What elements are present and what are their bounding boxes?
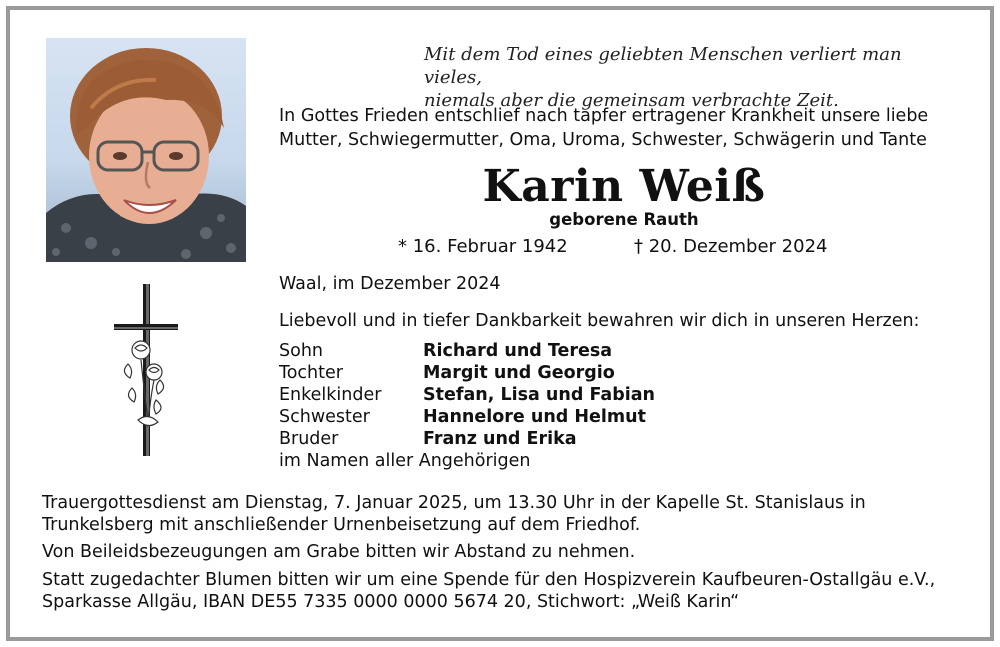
family-names: Stefan, Lisa und Fabian [423, 385, 655, 405]
list-item [279, 362, 655, 384]
family-relation: Bruder [279, 429, 339, 449]
funeral-info [42, 492, 972, 536]
condolence-note: Von Beileidsbezeugungen am Grabe bitten wir Abstand zu nehmen. [42, 542, 636, 562]
family-relation: Tochter [279, 363, 343, 383]
deceased-name: Karin Weiß [482, 161, 766, 212]
family-names: Franz und Erika [423, 429, 577, 449]
portrait-photo [46, 38, 246, 262]
portrait-illustration [46, 38, 246, 262]
quote-line-2: niemals aber die gemeinsam verbrachte Zeit. [424, 90, 839, 111]
family-relation: Schwester [279, 407, 370, 427]
list-item [279, 340, 655, 362]
cross-with-roses-icon [108, 280, 188, 460]
list-item [279, 406, 655, 428]
maiden-name: geborene Rauth [549, 210, 699, 229]
thanks-text: Liebevoll und in tiefer Dankbarkeit bewahren wir dich in unseren Herzen: [279, 311, 920, 331]
family-relation: Enkelkinder [279, 385, 382, 405]
list-item [279, 384, 655, 406]
family-names: Margit und Georgio [423, 363, 615, 383]
family-closing: im Namen aller Angehörigen [279, 451, 531, 471]
donation-line-2: Sparkasse Allgäu, IBAN DE55 7335 0000 0000 5674 20, Stichwort: „Weiß Karin“ [42, 592, 740, 612]
place-date: Waal, im Dezember 2024 [279, 274, 501, 294]
funeral-line-1: Trauergottesdienst am Dienstag, 7. Januar 2025, um 13.30 Uhr in der Kapelle St. Stanislaus in [42, 493, 866, 513]
family-names: Hannelore und Helmut [423, 407, 646, 427]
memorial-quote [424, 43, 964, 112]
donation-line-1: Statt zugedachter Blumen bitten wir um eine Spende für den Hospizverein Kaufbeuren-Ostallgäu e.V., [42, 570, 936, 590]
family-relation: Sohn [279, 341, 323, 361]
intro-text [279, 104, 969, 152]
funeral-line-2: Trunkelsberg mit anschließender Urnenbeisetzung auf dem Friedhof. [42, 515, 641, 535]
family-names: Richard und Teresa [423, 341, 613, 361]
birth-date: * 16. Februar 1942 [398, 236, 568, 257]
list-item [279, 428, 655, 450]
donation-info [42, 569, 972, 613]
family-list [279, 340, 655, 472]
intro-line-1: In Gottes Frieden entschlief nach tapfer ertragener Krankheit unsere liebe [279, 106, 929, 126]
death-date: † 20. Dezember 2024 [634, 236, 828, 257]
quote-line-1: Mit dem Tod eines geliebten Menschen verliert man vieles, [424, 44, 902, 88]
intro-line-2: Mutter, Schwiegermutter, Oma, Uroma, Schwester, Schwägerin und Tante [279, 130, 927, 150]
